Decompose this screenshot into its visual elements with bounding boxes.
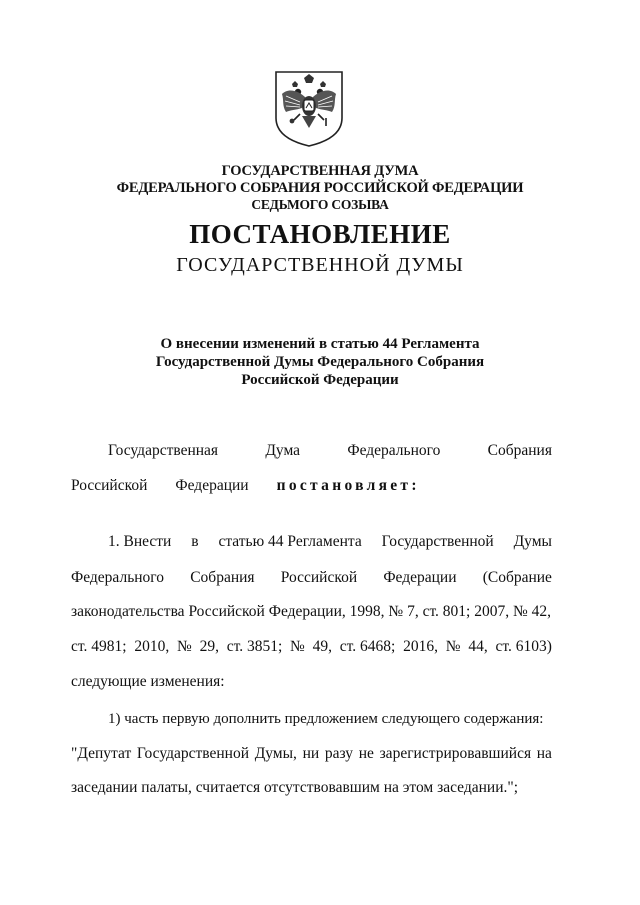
subitem1-word: Думы,: [254, 745, 297, 762]
item1-word: 2010,: [134, 638, 170, 655]
subject-line-3: Российской Федерации: [241, 372, 399, 388]
item1-word: №: [290, 638, 305, 655]
preamble-word: Федерации: [175, 477, 249, 494]
item1-word: Федерации: [383, 569, 457, 586]
item1-line-1: [108, 533, 552, 551]
subitem1-word: Государственной: [136, 745, 250, 762]
subitem1-line-1: 1) часть первую дополнить предложением следующего содержания:: [108, 711, 544, 727]
preamble-word: Федерального: [347, 442, 441, 459]
subitem1-line-2: [71, 745, 552, 763]
item1-word: (Собрание: [482, 569, 552, 586]
item1-word: 44,: [468, 638, 488, 655]
item1-word: ст. 6468;: [339, 638, 396, 655]
preamble-verb: постановляет:: [276, 477, 420, 494]
item1-word: Российской: [280, 569, 358, 586]
item1-line-4: [71, 638, 552, 656]
item1-word: Государственной: [381, 533, 494, 550]
item1-word: статью 44 Регламента: [218, 533, 362, 550]
item1-line-3: законодательства Российской Федерации, 1998, № 7, ст. 801; 2007, № 42,: [71, 603, 552, 620]
item1-word: Федерального: [71, 569, 165, 586]
preamble-word: Государственная: [108, 442, 219, 459]
subitem1-word: "Депутат: [71, 745, 132, 762]
item1-word: 1. Внести: [108, 533, 172, 550]
subitem1-word: разу: [324, 745, 354, 762]
subitem1-word: не: [358, 745, 374, 762]
subitem1-word: на: [536, 745, 552, 762]
header-line-2: ФЕДЕРАЛЬНОГО СОБРАНИЯ РОССИЙСКОЙ ФЕДЕРАЦИИ: [116, 180, 524, 196]
header-line-1: ГОСУДАРСТВЕННАЯ ДУМА: [221, 163, 419, 179]
item1-word: ст. 6103): [495, 638, 552, 655]
item1-word: Собрания: [190, 569, 255, 586]
item1-word: ст. 3851;: [226, 638, 283, 655]
item1-word: 49,: [312, 638, 332, 655]
document-title: ПОСТАНОВЛЕНИЕ: [189, 219, 451, 249]
item1-word: 2016,: [403, 638, 438, 655]
subitem1-line-3: заседании палаты, считается отсутствовавшим на этом заседании.";: [71, 779, 519, 796]
subject-line-1: О внесении изменений в статью 44 Регламента: [160, 336, 480, 352]
item1-word: 29,: [199, 638, 219, 655]
item1-word: №: [176, 638, 192, 655]
subject-line-2: Государственной Думы Федерального Собрания: [155, 354, 485, 370]
coat-of-arms-emblem: [270, 70, 348, 148]
preamble-line-2: [71, 477, 552, 495]
preamble-word: Российской: [71, 477, 148, 494]
header-line-3: СЕДЬМОГО СОЗЫВА: [251, 197, 389, 212]
item1-word: Думы: [513, 533, 552, 550]
preamble-word: Дума: [265, 442, 301, 459]
preamble-word: Собрания: [487, 442, 552, 459]
item1-word: №: [445, 638, 461, 655]
item1-line-2: [71, 569, 552, 587]
item1-line-5: следующие изменения:: [71, 673, 225, 690]
item1-word: ст. 4981;: [71, 638, 127, 655]
subitem1-word: зарегистрировавшийся: [379, 745, 532, 762]
subitem1-word: ни: [302, 745, 320, 762]
item1-word: в: [191, 533, 199, 550]
preamble-line-1: [108, 442, 552, 460]
document-subtitle: ГОСУДАРСТВЕННОЙ ДУМЫ: [176, 254, 464, 276]
